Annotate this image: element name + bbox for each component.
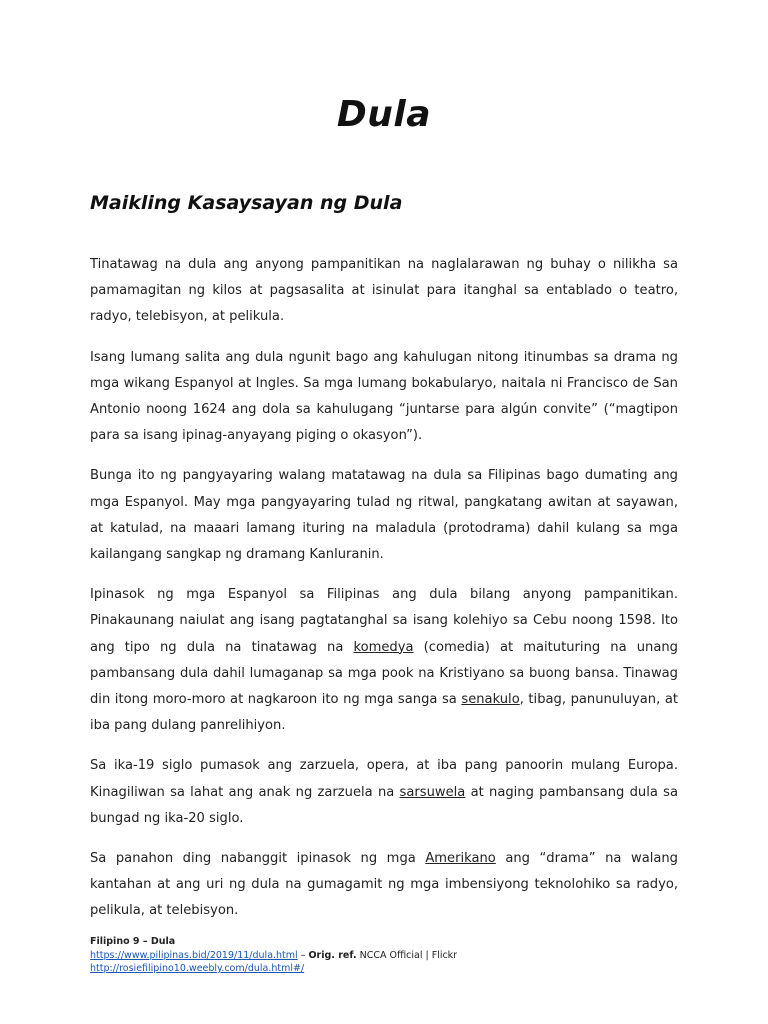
- paragraph-4-text-c: , tibag, panunuluyan, at iba pang dulang panrelihiyon.: [90, 692, 678, 734]
- paragraph-4-text-a: Ipinasok ng mga Espanyol sa Filipinas ang dula bilang anyong pampanitikan. Pinakaunang naiulat ang isang pagtatanghal sa isang kolehiyo sa Cebu noong 1598. Ito ang tipo ng dula na tinatawag na: [90, 587, 678, 655]
- source-link-1[interactable]: https://www.pilipinas.bid/2019/11/dula.html: [90, 949, 298, 961]
- source-link-2[interactable]: http://rosiefilipino10.weebly.com/dula.html#/: [90, 963, 305, 974]
- sarsuwela-link[interactable]: sarsuwela: [399, 784, 466, 800]
- paragraph-5: [90, 753, 678, 832]
- paragraph-6-text-a: Sa panahon ding nabanggit ipinasok ng mga: [90, 851, 426, 867]
- footer: [90, 935, 690, 976]
- amerikano-link[interactable]: Amerikano: [425, 851, 496, 867]
- paragraph-5-text-a: Sa ika-19 siglo pumasok ang zarzuela, opera, at iba pang panoorin mulang Europa. Kinagiliwan sa lahat ang anak ng zarzuela na: [90, 758, 678, 800]
- paragraph-1: Tinatawag na dula ang anyong pampanitikan na naglalarawan ng buhay o nilikha sa pamamagitan ng kilos at pagsasalita at isinulat para itanghal sa entablado o teatro, radyo, telebisyon, at pelikula.: [90, 257, 678, 325]
- page-title: Dula: [336, 94, 432, 135]
- paragraph-6: [90, 846, 678, 925]
- paragraph-3: Bunga ito ng pangyayaring walang matatawag na dula sa Filipinas bago dumating ang mga Espanyol. May mga pangyayaring tulad ng ritwal, pangkatang awitan at sayawan, at katulad, na maaari lamang ituring na maladula (protodrama) dahil kulang sa mga kailangang sangkap ng dramang Kanluranin.: [90, 468, 678, 563]
- paragraph-2: Isang lumang salita ang dula ngunit bago ang kahulugan nitong itinumbas sa drama ng mga wikang Espanyol at Ingles. Sa mga lumang bokabularyo, naitala ni Francisco de San Antonio noong 1624 ang dola sa kahulugang “juntarse para algún convite” (“magtipon para sa isang ipinag-anyayang piging o okasyon”).: [90, 349, 678, 444]
- orig-ref-label: Orig. ref.: [308, 949, 357, 961]
- footer-source-line-2: [90, 962, 690, 976]
- paragraph-6-text-b: ang “drama” na walang kantahan at ang uri ng dula na gumagamit ng mga imbensiyong teknolohiko sa radyo, pelikula, at telebisyon.: [90, 851, 678, 919]
- paragraph-4-text-b: (comedia) at maituturing na unang pambansang dula dahil lumaganap sa mga pook na Kristiyano sa buong bansa. Tinawag din itong moro-moro at nagkaroon ito ng mga sanga sa: [90, 639, 678, 708]
- footer-title: Filipino 9 – Dula: [90, 936, 176, 947]
- paragraph-4: [90, 582, 678, 739]
- footer-source-line: [90, 949, 690, 963]
- section-heading: Maikling Kasaysayan ng Dula: [90, 192, 403, 214]
- orig-ref-text: NCCA Official | Flickr: [356, 949, 458, 961]
- komedya-link[interactable]: komedya: [353, 639, 414, 655]
- paragraph-5-text-b: at naging pambansang dula sa bungad ng ika-20 siglo.: [90, 784, 678, 826]
- footer-separator: –: [297, 949, 309, 961]
- senakulo-link[interactable]: senakulo: [461, 692, 520, 708]
- body-text: [90, 252, 678, 939]
